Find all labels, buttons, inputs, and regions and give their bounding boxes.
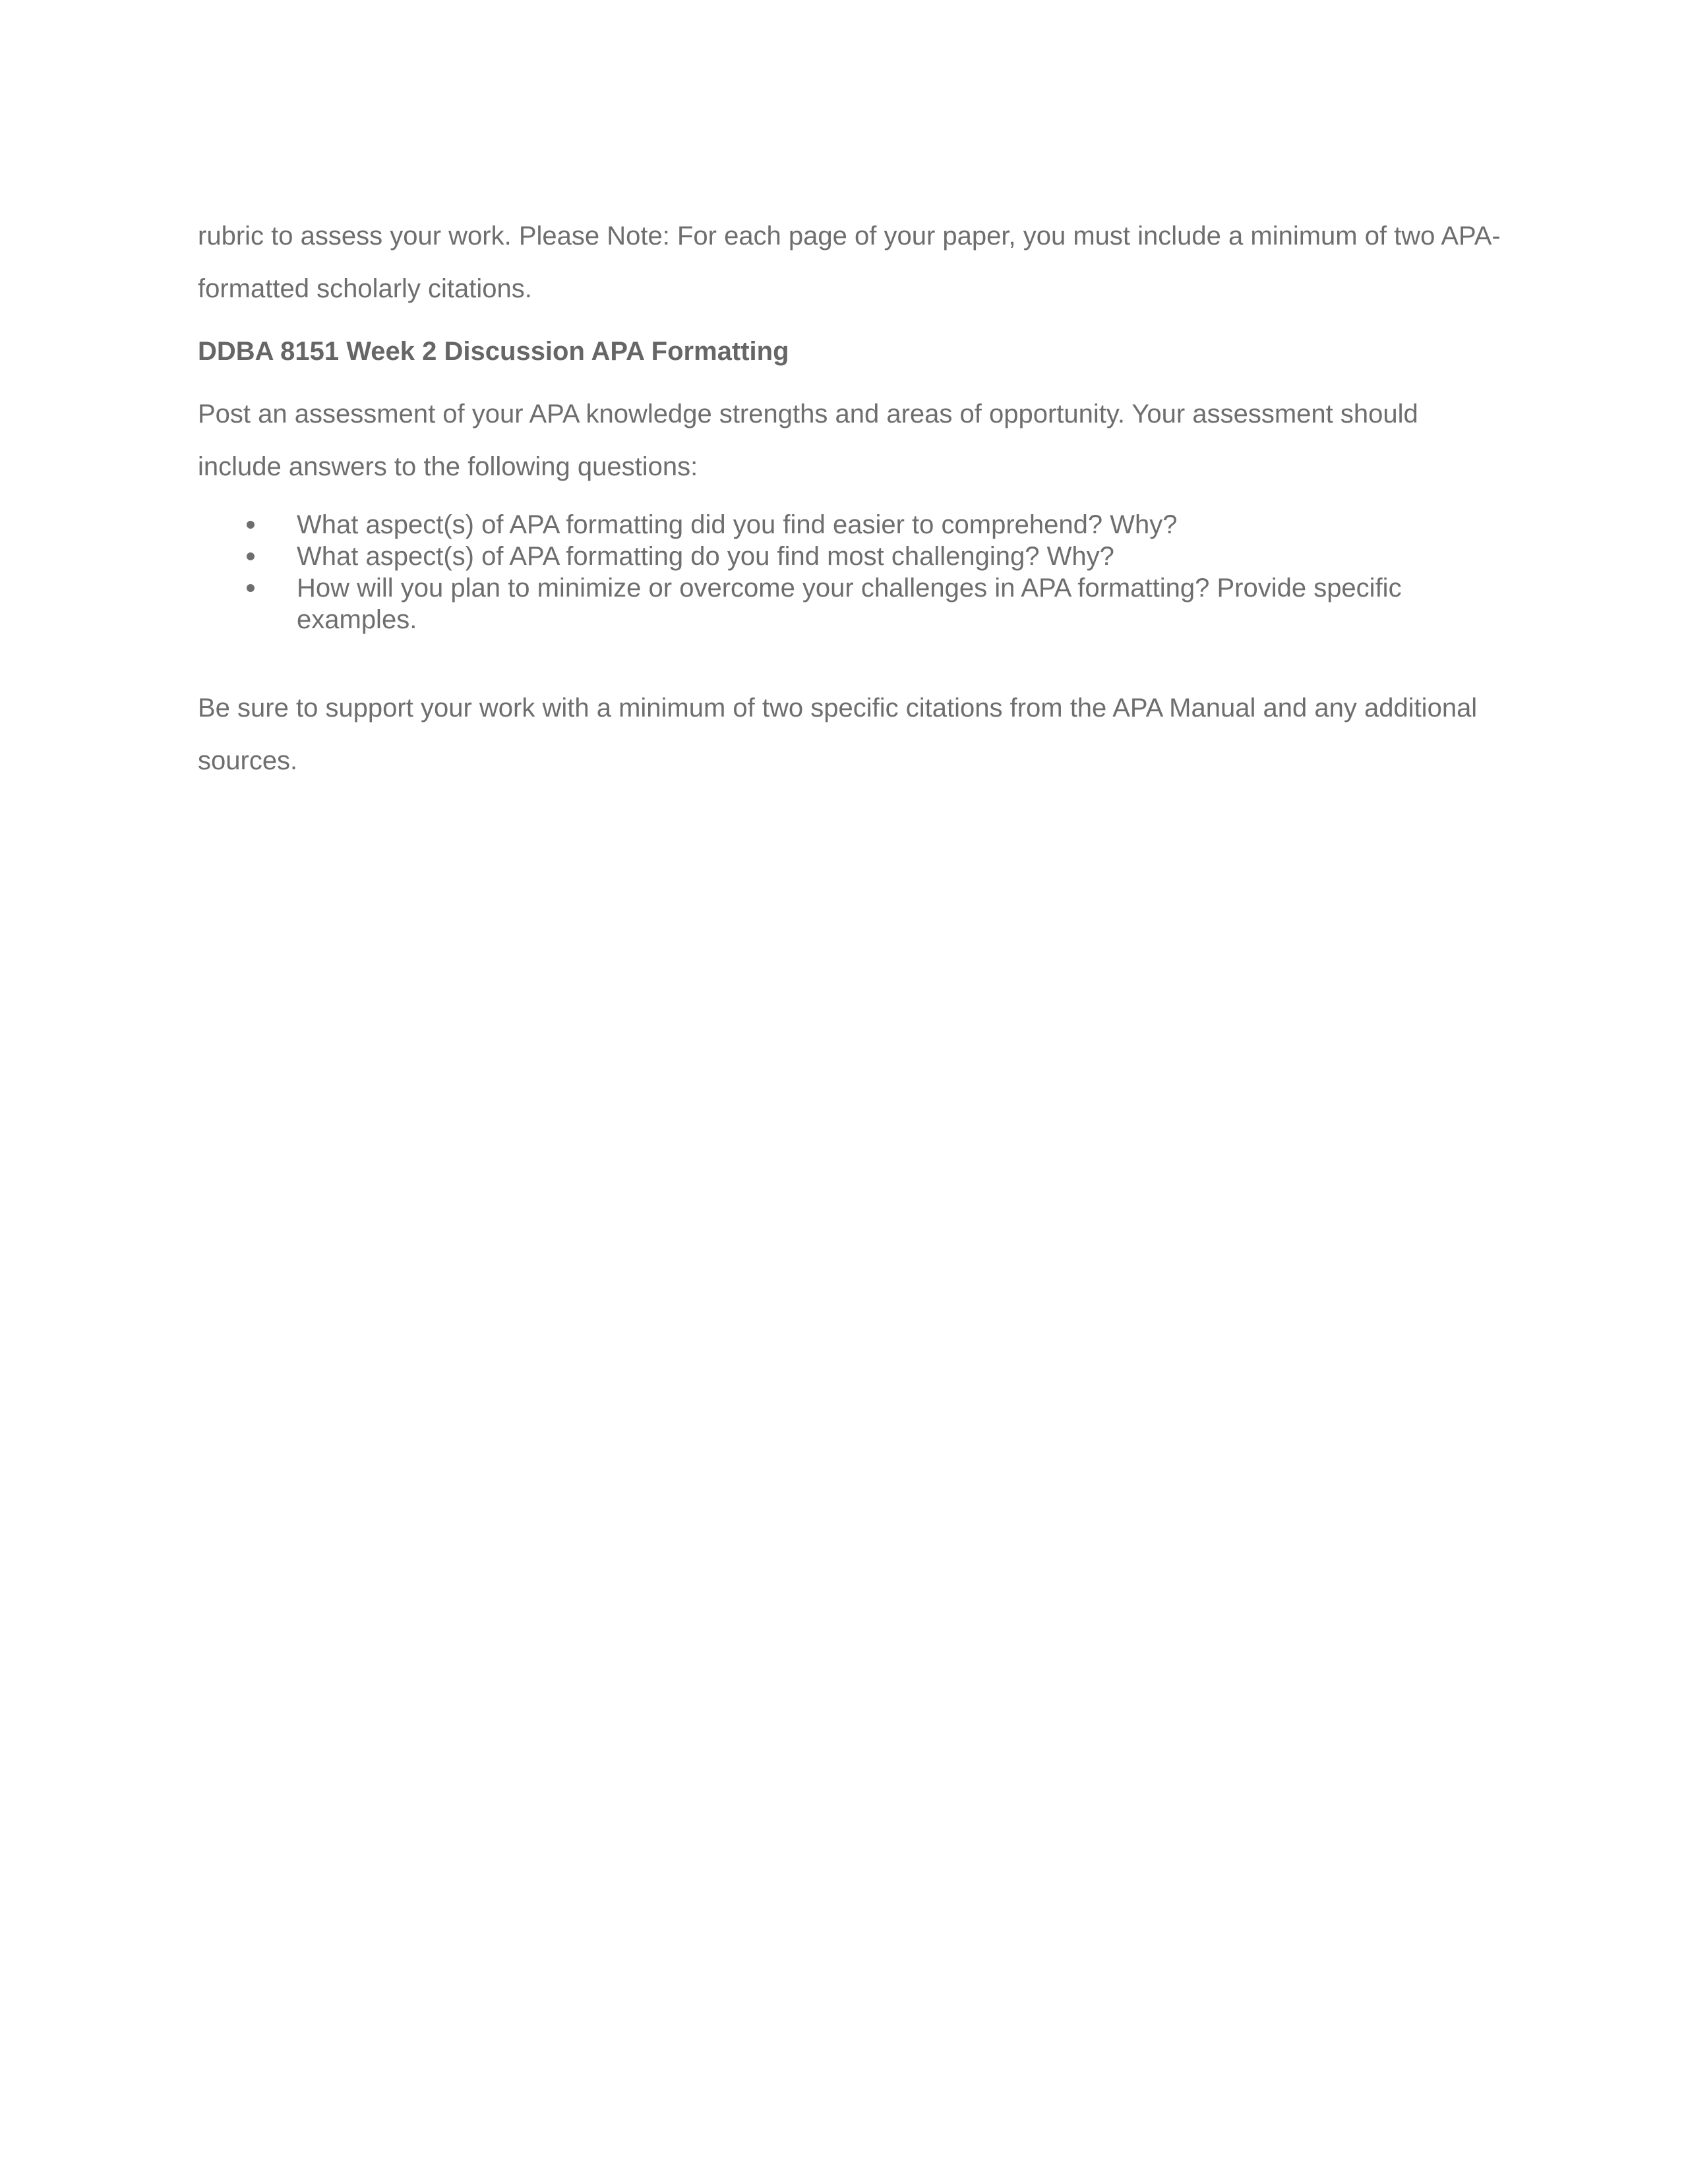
list-item xyxy=(198,572,1503,635)
bullet-icon xyxy=(247,584,255,592)
question-list xyxy=(198,509,1503,635)
closing-paragraph: Be sure to support your work with a minimum of two specific citations from the APA Manual and any additional sources. xyxy=(198,694,1478,775)
bullet-icon xyxy=(247,521,255,529)
intro-paragraph: rubric to assess your work. Please Note: For each page of your paper, you must include a minimum of two APA-formatted scholarly citations. xyxy=(198,221,1501,303)
list-item xyxy=(198,541,1503,572)
bullet-icon xyxy=(247,552,255,560)
list-item xyxy=(198,509,1503,541)
list-item-text: How will you plan to minimize or overcome your challenges in APA formatting? Provide specific examples. xyxy=(297,574,1402,634)
assessment-paragraph: Post an assessment of your APA knowledge strengths and areas of opportunity. Your assessment should include answers to the following questions: xyxy=(198,399,1418,481)
section-heading: DDBA 8151 Week 2 Discussion APA Formatting xyxy=(198,337,789,366)
list-item-text: What aspect(s) of APA formatting did you find easier to comprehend? Why? xyxy=(297,510,1178,539)
document-body xyxy=(198,210,1503,787)
list-item-text: What aspect(s) of APA formatting do you find most challenging? Why? xyxy=(297,542,1114,571)
